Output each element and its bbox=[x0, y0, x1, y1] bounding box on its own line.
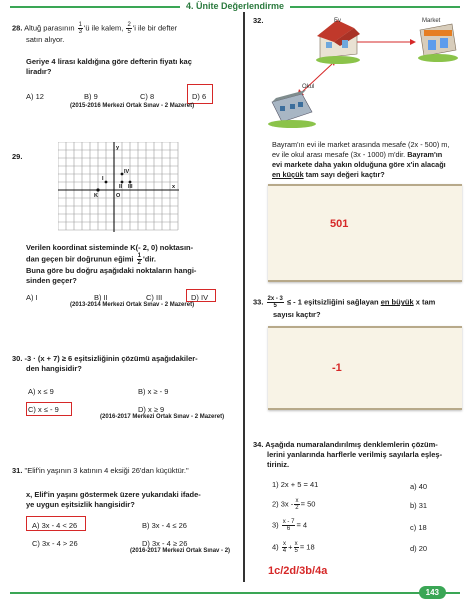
k-label: K bbox=[94, 193, 98, 199]
page-header bbox=[0, 0, 470, 14]
q31-source: (2016-2017 Merkezi Ortak Sınav - 2) bbox=[130, 548, 231, 554]
q29-option-c[interactable]: C) III bbox=[146, 293, 163, 302]
question-33: 33. $\frac{2x - 3}{5}$ ≤ - 1 eşitsizliğini sağlayan en büyük x tam sayısı kaçtır? bbox=[253, 296, 436, 319]
match-a[interactable]: a) 40 bbox=[410, 482, 428, 491]
q30-option-d[interactable]: D) x ≥ 9 bbox=[138, 405, 165, 414]
question-32-number: 32. bbox=[253, 16, 264, 25]
q29-answer-mark bbox=[186, 289, 216, 302]
equation-2: 2) 3x - $\frac{x}{2}$ = 50 bbox=[272, 498, 316, 511]
q29-option-d[interactable]: D) IV bbox=[191, 293, 209, 302]
page-footer bbox=[0, 584, 470, 600]
fraction-two-fifths: $\frac{2}{5}$ bbox=[127, 22, 131, 35]
iv-label: IV bbox=[124, 169, 130, 175]
point-iii bbox=[129, 181, 132, 184]
q33-answer: -1 bbox=[332, 362, 342, 374]
q32-answer: 501 bbox=[330, 218, 349, 230]
q29-source: (2013-2014 Merkezi Ortak Sınav - 2 Mazeret) bbox=[70, 302, 195, 308]
school-icon bbox=[268, 90, 316, 128]
origin-label: O bbox=[116, 193, 121, 199]
q30-answer-mark bbox=[26, 402, 72, 416]
q30-option-c[interactable]: C) x ≤ - 9 bbox=[28, 405, 59, 414]
equation-1: 1) 2x + 5 = 41 bbox=[272, 480, 319, 489]
q28-answer-mark bbox=[187, 84, 213, 104]
iii-label: III bbox=[128, 184, 133, 190]
question-28: 28. Altuğ parasının $\frac{1}{3}$ 'ü ile kalem, $\frac{2}{5}$ 'i ile bir defter satın alıyor. bbox=[12, 22, 178, 44]
q28-option-b[interactable]: B) 9 bbox=[84, 92, 98, 101]
q31-option-a[interactable]: A) 3x - 4 < 26 bbox=[32, 521, 78, 530]
point-iv bbox=[121, 173, 124, 176]
x-axis-label: x bbox=[172, 184, 176, 190]
q29-option-b[interactable]: B) II bbox=[94, 293, 108, 302]
q30-option-a[interactable]: A) x ≤ 9 bbox=[28, 387, 54, 396]
footer-rule bbox=[10, 592, 460, 594]
q31-option-c[interactable]: C) 3x - 4 > 26 bbox=[32, 539, 78, 548]
fraction-one-half: $\frac{1}{2}$ bbox=[137, 253, 141, 266]
q30-source: (2016-2017 Merkezi Ortak Sınav - 2 Mazeret) bbox=[100, 414, 225, 420]
home-icon bbox=[316, 20, 360, 64]
y-axis-label: y bbox=[116, 145, 120, 151]
q31-answer-mark bbox=[26, 516, 86, 531]
market-icon bbox=[418, 24, 458, 62]
equation-4: 4) $\frac{x}{4}$ + $\frac{x}{5}$ = 18 bbox=[272, 541, 315, 554]
column-divider bbox=[243, 12, 245, 582]
i-label: I bbox=[102, 176, 104, 182]
question-31-prompt: x, Elif'in yaşını göstermek üzere yukarıdaki ifade- ye uygun eşitsizlik hangisidir? bbox=[26, 490, 201, 509]
question-31-quote: 31. "Elif'in yaşının 3 katının 4 eksiği 26'dan küçüktür." bbox=[12, 466, 189, 475]
q28-option-d[interactable]: D) 6 bbox=[192, 92, 207, 101]
q28-option-c[interactable]: C) 8 bbox=[140, 92, 155, 101]
home-label: Ev bbox=[334, 18, 342, 24]
question-30: 30. -3 · (x + 7) ≥ 6 eşitsizliğinin çözümü aşağıdakiler- den hangisidir? bbox=[12, 354, 198, 373]
coordinate-grid bbox=[58, 142, 180, 238]
unit-title: 4. Ünite Değerlendirme bbox=[0, 1, 470, 11]
market-label: Market bbox=[422, 18, 441, 24]
point-k bbox=[96, 188, 99, 191]
equation-3: 3) $\frac{x - 7}{6}$ = 4 bbox=[272, 519, 308, 532]
map-illustration bbox=[262, 14, 462, 132]
match-d[interactable]: d) 20 bbox=[410, 544, 428, 553]
match-b[interactable]: b) 31 bbox=[410, 501, 428, 510]
question-34: 34. Aşağıda numaralandırılmış denklemlerin çözüm- lerini yanlarında harflerle verilmiş sayılarla eşleş- tiriniz. bbox=[253, 440, 443, 469]
match-c[interactable]: c) 18 bbox=[410, 523, 427, 532]
q28-option-a[interactable]: A) 12 bbox=[26, 92, 44, 101]
point-i bbox=[105, 181, 108, 184]
q32-answer-box[interactable] bbox=[268, 184, 462, 282]
page-number: 143 bbox=[419, 586, 446, 599]
point-ii bbox=[121, 181, 124, 184]
question-32-prompt: Bayram'ın evi ile market arasında mesafe (2x - 500) m, ev ile okul arası mesafe (3x - 1000) m'dir. Bayram'ın evi markete daha yakın olduğuna göre x'in alacağı en küçük tam sayı değeri kaçtır? bbox=[272, 140, 450, 179]
q34-answer: 1c/2d/3b/4a bbox=[268, 565, 328, 577]
q31-option-d[interactable]: D) 3x - 4 ≥ 26 bbox=[142, 539, 188, 548]
question-29-number: 29. bbox=[12, 152, 23, 161]
q28-source: (2015-2016 Merkezi Ortak Sınav - 2 Mazeret) bbox=[70, 103, 195, 109]
q33-answer-box[interactable] bbox=[268, 326, 462, 410]
q30-option-b[interactable]: B) x ≥ - 9 bbox=[138, 387, 169, 396]
ii-label: II bbox=[119, 184, 123, 190]
q31-option-b[interactable]: B) 3x - 4 ≤ 26 bbox=[142, 521, 187, 530]
question-29-prompt: Verilen koordinat sisteminde K(- 2, 0) noktasın- dan geçen bir doğrunun eğimi $\frac{1}{2}$ 'dir. Buna göre bu doğru aşağıdaki noktaların hangi- sinden geçer? bbox=[26, 243, 197, 285]
school-label: Okul bbox=[302, 84, 315, 90]
question-28-prompt: Geriye 4 lirası kaldığına göre defterin fiyatı kaç liradır? bbox=[26, 57, 192, 76]
fraction-one-third: $\frac{1}{3}$ bbox=[78, 22, 82, 35]
fraction-2x-3-over-5: $\frac{2x - 3}{5}$ bbox=[267, 296, 283, 309]
q29-option-a[interactable]: A) I bbox=[26, 293, 38, 302]
